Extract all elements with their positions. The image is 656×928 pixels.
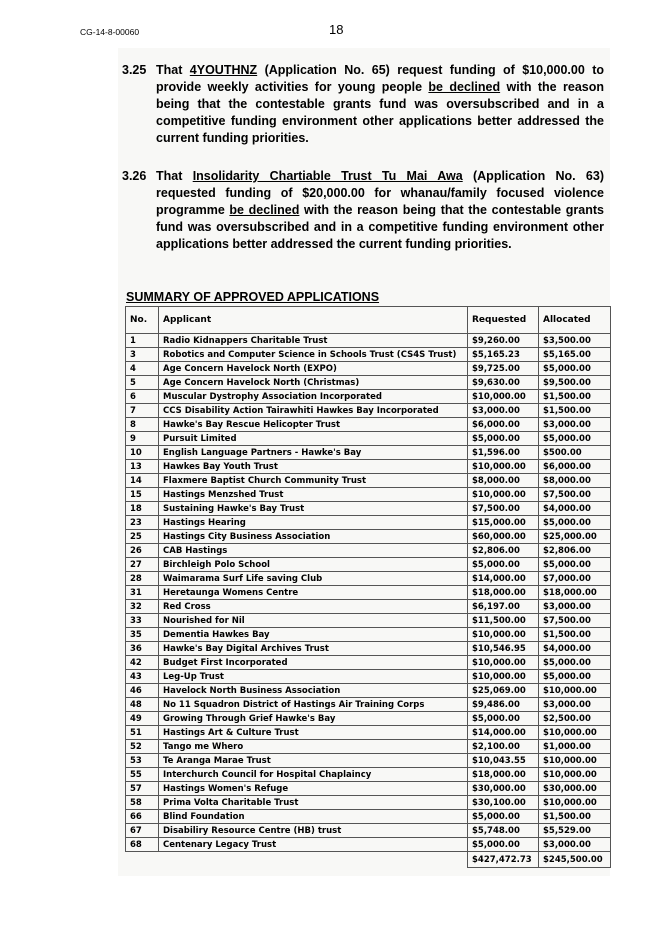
cell-applicant: Growing Through Grief Hawke's Bay — [159, 712, 468, 726]
cell-requested: $10,043.55 — [468, 754, 539, 768]
cell-no: 9 — [126, 432, 159, 446]
column-header-no: No. — [126, 307, 159, 334]
cell-allocated: $3,000.00 — [539, 838, 611, 852]
cell-applicant: CAB Hastings — [159, 544, 468, 558]
cell-no: 1 — [126, 334, 159, 348]
table-row — [126, 502, 611, 516]
cell-applicant: Age Concern Havelock North (EXPO) — [159, 362, 468, 376]
cell-requested: $9,725.00 — [468, 362, 539, 376]
cell-no: 8 — [126, 418, 159, 432]
cell-applicant: Interchurch Council for Hospital Chaplaincy — [159, 768, 468, 782]
resolution-number: 3.25 — [122, 63, 147, 77]
table-row — [126, 656, 611, 670]
cell-allocated: $3,000.00 — [539, 698, 611, 712]
cell-applicant: Hawke's Bay Rescue Helicopter Trust — [159, 418, 468, 432]
cell-no: 66 — [126, 810, 159, 824]
cell-applicant: Flaxmere Baptist Church Community Trust — [159, 474, 468, 488]
cell-no: 10 — [126, 446, 159, 460]
cell-requested: $10,546.95 — [468, 642, 539, 656]
cell-requested: $5,000.00 — [468, 432, 539, 446]
cell-allocated: $5,000.00 — [539, 670, 611, 684]
table-row — [126, 628, 611, 642]
cell-applicant: Pursuit Limited — [159, 432, 468, 446]
cell-requested: $30,000.00 — [468, 782, 539, 796]
cell-allocated: $1,500.00 — [539, 810, 611, 824]
table-row — [126, 558, 611, 572]
cell-allocated: $10,000.00 — [539, 726, 611, 740]
resolution-number: 3.26 — [122, 169, 147, 183]
cell-requested: $30,100.00 — [468, 796, 539, 810]
cell-requested: $7,500.00 — [468, 502, 539, 516]
cell-applicant: Sustaining Hawke's Bay Trust — [159, 502, 468, 516]
cell-requested: $5,165.23 — [468, 348, 539, 362]
cell-applicant: Heretaunga Womens Centre — [159, 586, 468, 600]
cell-applicant: Robotics and Computer Science in Schools Trust (CS4S Trust) — [159, 348, 468, 362]
table-row — [126, 488, 611, 502]
table-row — [126, 810, 611, 824]
table-row — [126, 334, 611, 348]
table-row — [126, 838, 611, 852]
cell-no: 42 — [126, 656, 159, 670]
cell-applicant: No 11 Squadron District of Hastings Air Training Corps — [159, 698, 468, 712]
cell-no: 57 — [126, 782, 159, 796]
decision: be declined — [229, 203, 300, 217]
cell-allocated: $7,500.00 — [539, 614, 611, 628]
table-row — [126, 390, 611, 404]
table-row — [126, 796, 611, 810]
cell-allocated: $3,000.00 — [539, 600, 611, 614]
cell-requested: $25,069.00 — [468, 684, 539, 698]
cell-allocated: $4,000.00 — [539, 502, 611, 516]
cell-no: 14 — [126, 474, 159, 488]
cell-allocated: $8,000.00 — [539, 474, 611, 488]
total-requested: $427,472.73 — [468, 852, 539, 868]
table-row — [126, 446, 611, 460]
cell-applicant: Hawke's Bay Digital Archives Trust — [159, 642, 468, 656]
cell-no: 35 — [126, 628, 159, 642]
column-header-applicant: Applicant — [159, 307, 468, 334]
cell-requested: $18,000.00 — [468, 768, 539, 782]
cell-applicant: Dementia Hawkes Bay — [159, 628, 468, 642]
cell-requested: $5,000.00 — [468, 558, 539, 572]
cell-requested: $10,000.00 — [468, 460, 539, 474]
cell-no: 53 — [126, 754, 159, 768]
cell-applicant: Disabiliry Resource Centre (HB) trust — [159, 824, 468, 838]
table-row — [126, 474, 611, 488]
summary-heading: SUMMARY OF APPROVED APPLICATIONS — [126, 290, 380, 304]
table-row — [126, 824, 611, 838]
resolution-3-25 — [122, 62, 604, 147]
cell-requested: $10,000.00 — [468, 488, 539, 502]
cell-allocated: $3,000.00 — [539, 418, 611, 432]
cell-requested: $9,630.00 — [468, 376, 539, 390]
applicant-name: 4YOUTHNZ — [189, 63, 258, 77]
cell-applicant: Muscular Dystrophy Association Incorporated — [159, 390, 468, 404]
cell-applicant: CCS Disability Action Tairawhiti Hawkes Bay Incorporated — [159, 404, 468, 418]
table-row — [126, 782, 611, 796]
cell-no: 58 — [126, 796, 159, 810]
cell-allocated: $30,000.00 — [539, 782, 611, 796]
cell-applicant: Hawkes Bay Youth Trust — [159, 460, 468, 474]
table-row — [126, 712, 611, 726]
blank-cell — [126, 852, 159, 868]
cell-no: 4 — [126, 362, 159, 376]
cell-no: 7 — [126, 404, 159, 418]
table-row — [126, 362, 611, 376]
cell-requested: $5,000.00 — [468, 712, 539, 726]
cell-applicant: Prima Volta Charitable Trust — [159, 796, 468, 810]
table-row — [126, 726, 611, 740]
cell-applicant: Blind Foundation — [159, 810, 468, 824]
decision: be declined — [428, 80, 501, 94]
table-row — [126, 684, 611, 698]
cell-allocated: $5,529.00 — [539, 824, 611, 838]
table-row — [126, 740, 611, 754]
table-row — [126, 348, 611, 362]
cell-no: 28 — [126, 572, 159, 586]
table-row — [126, 404, 611, 418]
cell-allocated: $5,000.00 — [539, 362, 611, 376]
cell-allocated: $5,000.00 — [539, 432, 611, 446]
cell-allocated: $1,000.00 — [539, 740, 611, 754]
cell-no: 52 — [126, 740, 159, 754]
cell-requested: $5,748.00 — [468, 824, 539, 838]
cell-no: 33 — [126, 614, 159, 628]
cell-allocated: $25,000.00 — [539, 530, 611, 544]
cell-allocated: $10,000.00 — [539, 796, 611, 810]
cell-allocated: $18,000.00 — [539, 586, 611, 600]
table-row — [126, 572, 611, 586]
cell-allocated: $2,500.00 — [539, 712, 611, 726]
cell-no: 3 — [126, 348, 159, 362]
cell-no: 49 — [126, 712, 159, 726]
cell-no: 43 — [126, 670, 159, 684]
page-number: 18 — [329, 22, 344, 37]
table-row — [126, 530, 611, 544]
cell-requested: $9,486.00 — [468, 698, 539, 712]
table-row — [126, 698, 611, 712]
blank-cell — [159, 852, 468, 868]
table-body — [126, 334, 611, 852]
cell-no: 36 — [126, 642, 159, 656]
cell-requested: $18,000.00 — [468, 586, 539, 600]
cell-allocated: $10,000.00 — [539, 684, 611, 698]
cell-requested: $6,000.00 — [468, 418, 539, 432]
resolution-3-26 — [122, 168, 604, 253]
resolution-text: That 4YOUTHNZ (Application No. 65) request funding of $10,000.00 to provide weekly activities for young people be declined with the reason being that the contestable grants fund was oversubscribed and in a competitive funding environment other applications better addressed the current funding priorities. — [156, 63, 605, 145]
cell-no: 18 — [126, 502, 159, 516]
cell-applicant: Te Aranga Marae Trust — [159, 754, 468, 768]
cell-applicant: Budget First Incorporated — [159, 656, 468, 670]
cell-applicant: Birchleigh Polo School — [159, 558, 468, 572]
table-row — [126, 418, 611, 432]
cell-allocated: $6,000.00 — [539, 460, 611, 474]
cell-applicant: Tango me Whero — [159, 740, 468, 754]
cell-applicant: Hastings Menzshed Trust — [159, 488, 468, 502]
table-row — [126, 516, 611, 530]
cell-allocated: $10,000.00 — [539, 754, 611, 768]
cell-requested: $2,806.00 — [468, 544, 539, 558]
cell-no: 5 — [126, 376, 159, 390]
cell-allocated: $1,500.00 — [539, 628, 611, 642]
cell-requested: $6,197.00 — [468, 600, 539, 614]
summary-table — [125, 306, 611, 868]
cell-allocated: $1,500.00 — [539, 390, 611, 404]
cell-no: 48 — [126, 698, 159, 712]
table-row — [126, 432, 611, 446]
total-allocated: $245,500.00 — [539, 852, 611, 868]
table-row — [126, 600, 611, 614]
cell-applicant: Waimarama Surf Life saving Club — [159, 572, 468, 586]
cell-requested: $3,000.00 — [468, 404, 539, 418]
cell-applicant: English Language Partners - Hawke's Bay — [159, 446, 468, 460]
cell-requested: $5,000.00 — [468, 810, 539, 824]
cell-applicant: Hastings City Business Association — [159, 530, 468, 544]
cell-requested: $14,000.00 — [468, 726, 539, 740]
cell-requested: $10,000.00 — [468, 670, 539, 684]
cell-no: 51 — [126, 726, 159, 740]
cell-requested: $8,000.00 — [468, 474, 539, 488]
cell-no: 25 — [126, 530, 159, 544]
cell-allocated: $2,806.00 — [539, 544, 611, 558]
cell-no: 67 — [126, 824, 159, 838]
cell-allocated: $5,000.00 — [539, 656, 611, 670]
cell-allocated: $7,500.00 — [539, 488, 611, 502]
cell-no: 26 — [126, 544, 159, 558]
cell-requested: $10,000.00 — [468, 628, 539, 642]
cell-applicant: Radio Kidnappers Charitable Trust — [159, 334, 468, 348]
table-row — [126, 754, 611, 768]
cell-allocated: $4,000.00 — [539, 642, 611, 656]
cell-requested: $5,000.00 — [468, 838, 539, 852]
column-header-allocated: Allocated — [539, 307, 611, 334]
cell-requested: $60,000.00 — [468, 530, 539, 544]
document-id: CG-14-8-00060 — [80, 27, 140, 37]
cell-allocated: $1,500.00 — [539, 404, 611, 418]
cell-requested: $1,596.00 — [468, 446, 539, 460]
cell-allocated: $5,000.00 — [539, 558, 611, 572]
cell-no: 6 — [126, 390, 159, 404]
cell-no: 15 — [126, 488, 159, 502]
column-header-requested: Requested — [468, 307, 539, 334]
cell-requested: $9,260.00 — [468, 334, 539, 348]
table-header-row — [126, 307, 611, 334]
cell-no: 27 — [126, 558, 159, 572]
cell-applicant: Hastings Women's Refuge — [159, 782, 468, 796]
cell-no: 13 — [126, 460, 159, 474]
cell-allocated: $500.00 — [539, 446, 611, 460]
resolution-text: That Insolidarity Chartiable Trust Tu Mai Awa (Application No. 63) requested funding of $20,000.00 for whanau/family focused violence programme be declined with the reason being that the contestable grants fund was oversubscribed and in a competitive funding environment other applications better addressed the current funding priorities. — [156, 169, 604, 251]
table-row — [126, 586, 611, 600]
cell-requested: $14,000.00 — [468, 572, 539, 586]
cell-no: 31 — [126, 586, 159, 600]
cell-no: 23 — [126, 516, 159, 530]
table-row — [126, 670, 611, 684]
cell-applicant: Red Cross — [159, 600, 468, 614]
applicant-name: Insolidarity Chartiable Trust Tu Mai Awa — [192, 169, 463, 183]
cell-allocated: $3,500.00 — [539, 334, 611, 348]
cell-requested: $2,100.00 — [468, 740, 539, 754]
cell-no: 55 — [126, 768, 159, 782]
table-row — [126, 460, 611, 474]
table-row — [126, 544, 611, 558]
cell-applicant: Hastings Art & Culture Trust — [159, 726, 468, 740]
cell-requested: $11,500.00 — [468, 614, 539, 628]
cell-applicant: Havelock North Business Association — [159, 684, 468, 698]
cell-allocated: $9,500.00 — [539, 376, 611, 390]
cell-applicant: Hastings Hearing — [159, 516, 468, 530]
cell-requested: $10,000.00 — [468, 656, 539, 670]
cell-applicant: Centenary Legacy Trust — [159, 838, 468, 852]
table-row — [126, 376, 611, 390]
cell-no: 32 — [126, 600, 159, 614]
table-row — [126, 614, 611, 628]
cell-allocated: $5,165.00 — [539, 348, 611, 362]
cell-applicant: Leg-Up Trust — [159, 670, 468, 684]
cell-no: 68 — [126, 838, 159, 852]
table-row — [126, 642, 611, 656]
cell-allocated: $5,000.00 — [539, 516, 611, 530]
cell-requested: $15,000.00 — [468, 516, 539, 530]
cell-requested: $10,000.00 — [468, 390, 539, 404]
cell-applicant: Age Concern Havelock North (Christmas) — [159, 376, 468, 390]
cell-applicant: Nourished for Nil — [159, 614, 468, 628]
cell-allocated: $7,000.00 — [539, 572, 611, 586]
cell-allocated: $10,000.00 — [539, 768, 611, 782]
cell-no: 46 — [126, 684, 159, 698]
table-row — [126, 768, 611, 782]
totals-row — [126, 852, 611, 868]
